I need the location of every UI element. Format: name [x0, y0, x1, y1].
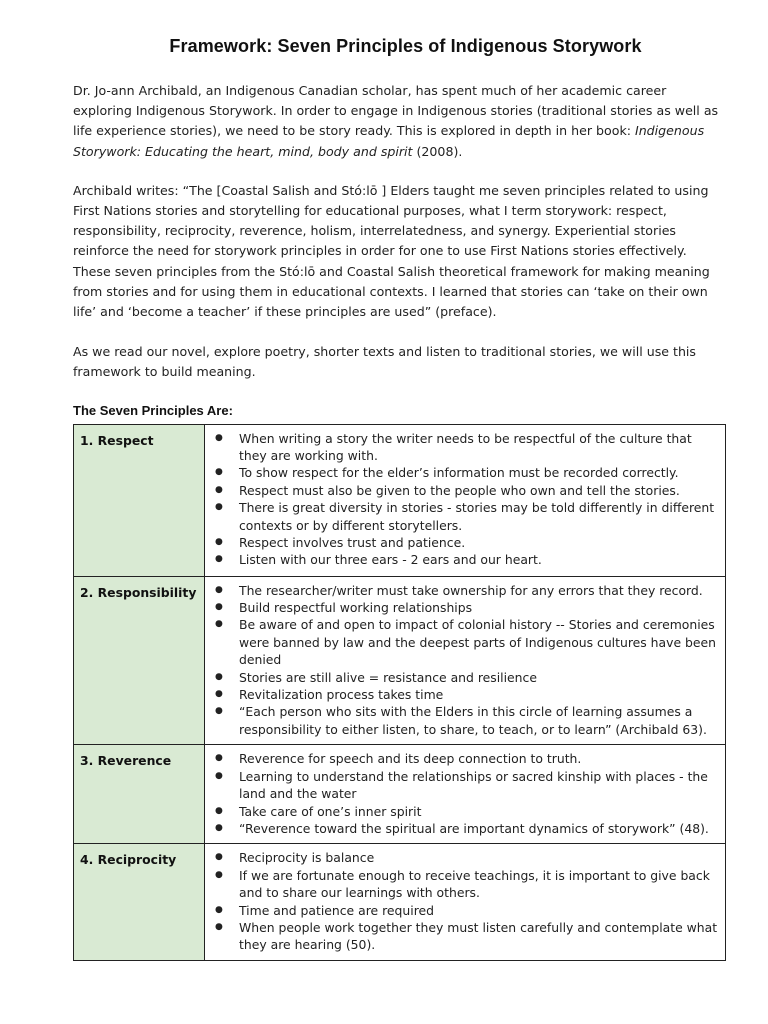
- list-item: ● When people work together they must listen carefully and contemplate what they are hearing (50).: [215, 919, 719, 954]
- list-item: ● When writing a story the writer needs to be respectful of the culture that they are working with.: [215, 430, 719, 465]
- principle-label: 4. Reciprocity: [74, 844, 205, 960]
- list-item: ● “Each person who sits with the Elders in this circle of learning assumes a responsibility to either listen, to share, to teach, or to learn” (Archibald 63).: [215, 703, 719, 738]
- closing-paragraph: As we read our novel, explore poetry, shorter texts and listen to traditional stories, we will use this framework to build meaning.: [73, 344, 696, 380]
- list-item: ● There is great diversity in stories - stories may be told differently in different contexts or by different storytellers.: [215, 499, 719, 534]
- list-item: ● Take care of one’s inner spirit: [215, 803, 719, 820]
- book-title: Indigenous Storywork: Educating the heart, mind, body and spirit: [73, 123, 705, 159]
- list-item: ● Reverence for speech and its deep connection to truth.: [215, 750, 719, 767]
- principle-items: [205, 424, 726, 576]
- list-item: ● If we are fortunate enough to receive teachings, it is important to give back and to share our learnings with others.: [215, 867, 719, 902]
- document-page: [73, 36, 726, 961]
- intro-paragraph: [73, 81, 726, 162]
- table-row: [74, 576, 726, 745]
- bullet-list: [215, 849, 719, 953]
- list-item: ● Revitalization process takes time: [215, 686, 719, 703]
- bullet-list: [215, 430, 719, 569]
- principle-label: 2. Responsibility: [74, 576, 205, 745]
- list-item: ● Reciprocity is balance: [215, 849, 719, 866]
- principle-label: 1. Respect: [74, 424, 205, 576]
- list-item: ● To show respect for the elder’s information must be recorded correctly.: [215, 464, 719, 481]
- list-item: ● The researcher/writer must take ownership for any errors that they record.: [215, 582, 719, 599]
- principles-heading: The Seven Principles Are:: [73, 402, 233, 418]
- list-item: ● Respect involves trust and patience.: [215, 534, 719, 551]
- principle-label: 3. Reverence: [74, 745, 205, 844]
- list-item: ● “Reverence toward the spiritual are important dynamics of storywork” (48).: [215, 820, 719, 837]
- bullet-list: [215, 750, 719, 837]
- list-item: ● Learning to understand the relationships or sacred kinship with places - the land and the water: [215, 768, 719, 803]
- intro-tail: (2008).: [412, 143, 463, 159]
- list-item: ● Respect must also be given to the people who own and tell the stories.: [215, 482, 719, 499]
- table-row: [74, 424, 726, 576]
- list-item: ● Build respectful working relationships: [215, 599, 719, 616]
- page-title: Framework: Seven Principles of Indigenous Storywork: [169, 36, 642, 56]
- list-item: ● Stories are still alive = resistance and resilience: [215, 669, 719, 686]
- principle-items: [205, 576, 726, 745]
- list-item: ● Time and patience are required: [215, 902, 719, 919]
- quote-paragraph: Archibald writes: “The [Coastal Salish and Stó:lō ] Elders taught me seven principles related to using First Nations stories and storytelling for educational purposes, what I term storywork: respect, responsibility, reciprocity, reverence, holism, interrelatedness, and synergy. Experiential stories reinforce the need for storywork principles in order for one to use First Nations stories effectively. These seven principles from the Stó:lō and Coastal Salish theoretical framework for making meaning from stories and for using them in educational contexts. I learned that stories can ‘take on their own life’ and ‘become a teacher’ if these principles are used” (preface).: [73, 182, 710, 320]
- table-row: [74, 844, 726, 960]
- principle-items: [205, 844, 726, 960]
- list-item: ● Be aware of and open to impact of colonial history -- Stories and ceremonies were banned by law and the deepest parts of Indigenous cultures have been denied: [215, 616, 719, 668]
- list-item: ● Listen with our three ears - 2 ears and our heart.: [215, 551, 719, 568]
- table-row: [74, 745, 726, 844]
- bullet-list: [215, 582, 719, 739]
- intro-text: Dr. Jo-ann Archibald, an Indigenous Canadian scholar, has spent much of her academic career exploring Indigenous Storywork. In order to engage in Indigenous stories (traditional stories as well as life experience stories), we need to be story ready. This is explored in depth in her book:: [73, 83, 719, 139]
- principle-items: [205, 745, 726, 844]
- principles-table: [73, 424, 726, 961]
